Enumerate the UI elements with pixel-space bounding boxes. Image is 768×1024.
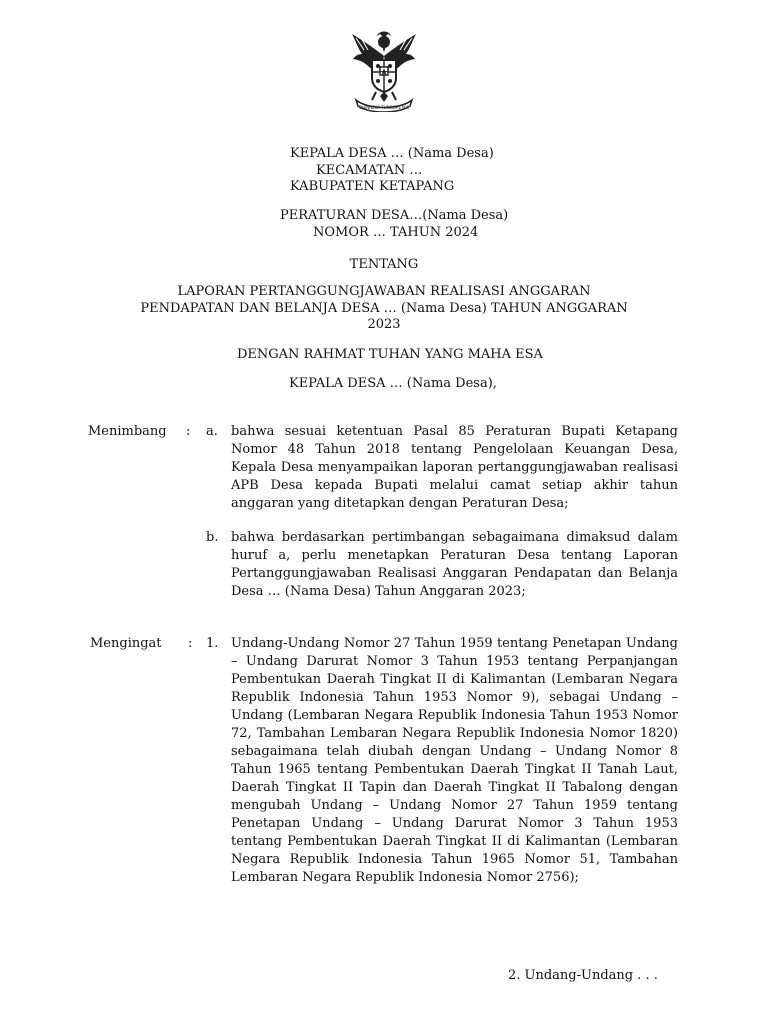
district-heading: KECAMATAN …	[316, 163, 423, 178]
mengingat-separator: :	[188, 636, 193, 651]
menimbang-marker-a: a.	[206, 424, 218, 439]
subject-line-3: 2023	[367, 317, 401, 332]
blessing-line: DENGAN RAHMAT TUHAN YANG MAHA ESA	[237, 347, 543, 362]
garuda-pancasila-emblem-icon	[346, 26, 422, 112]
mengingat-label: Mengingat	[90, 636, 162, 651]
svg-text:BHINNEKA TUNGGAL IKA: BHINNEKA TUNGGAL IKA	[359, 105, 409, 110]
subject-line-1: LAPORAN PERTANGGUNGJAWABAN REALISASI ANGGARAN	[177, 284, 591, 299]
subject-line-2: PENDAPATAN DAN BELANJA DESA … (Nama Desa) TAHUN ANGGARAN	[140, 301, 628, 316]
menimbang-label: Menimbang	[88, 424, 167, 439]
regulation-title: PERATURAN DESA…(Nama Desa)	[280, 208, 509, 223]
menimbang-item-a	[231, 423, 678, 513]
menimbang-separator: :	[186, 424, 191, 439]
continuation-note: 2. Undang-Undang . . .	[508, 968, 658, 983]
menimbang-marker-b: b.	[206, 530, 219, 545]
regency-heading: KABUPATEN KETAPANG	[290, 179, 455, 194]
authority-line: KEPALA DESA … (Nama Desa),	[289, 376, 497, 391]
menimbang-item-b	[231, 529, 678, 601]
mengingat-marker-1: 1.	[206, 636, 219, 651]
menimbang-text-a: bahwa sesuai ketentuan Pasal 85 Peraturan Bupati Ketapang Nomor 48 Tahun 2018 tentang Pengelolaan Keuangan Desa, Kepala Desa menyampaikan laporan pertanggungjawaban realisasi APB Desa kepada Bupati melalui camat setiap akhir tahun anggaran yang ditetapkan dengan Peraturan Desa;	[231, 424, 678, 511]
regulation-number: NOMOR … TAHUN 2024	[313, 225, 479, 240]
about-label: TENTANG	[349, 257, 419, 272]
mengingat-text-1: Undang-Undang Nomor 27 Tahun 1959 tentang Penetapan Undang – Undang Darurat Nomor 3 Tahun 1953 tentang Perpanjangan Pembentukan Daerah Tingkat II di Kalimantan (Lembaran Negara Republik Indonesia Tahun 1953 Nomor 9), sebagai Undang – Undang (Lembaran Negara Republik Indonesia Tahun 1953 Nomor 72, Tambahan Lembaran Negara Republik Indonesia Nomor 1820) sebagaimana telah diubah dengan Undang – Undang Nomor 8 Tahun 1965 tentang Pembentukan Daerah Tingkat II Tanah Laut, Daerah Tingkat II Tapin dan Daerah Tingkat II Tabalong dengan mengubah Undang – Undang Nomor 27 Tahun 1959 tentang Penetapan Undang – Undang Darurat Nomor 3 Tahun 1953 tentang Pembentukan Daerah Tingkat II di Kalimantan (Lembaran Negara Republik Indonesia Tahun 1965 Nomor 51, Tambahan Lembaran Negara Republik Indonesia Nomor 2756);	[231, 636, 678, 885]
menimbang-text-b: bahwa berdasarkan pertimbangan sebagaimana dimaksud dalam huruf a, perlu menetapkan Peraturan Desa tentang Laporan Pertanggungjawaban Realisasi Anggaran Pendapatan dan Belanja Desa … (Nama Desa) Tahun Anggaran 2023;	[231, 530, 678, 599]
mengingat-item-1	[231, 635, 678, 887]
village-head-heading: KEPALA DESA … (Nama Desa)	[290, 146, 494, 161]
